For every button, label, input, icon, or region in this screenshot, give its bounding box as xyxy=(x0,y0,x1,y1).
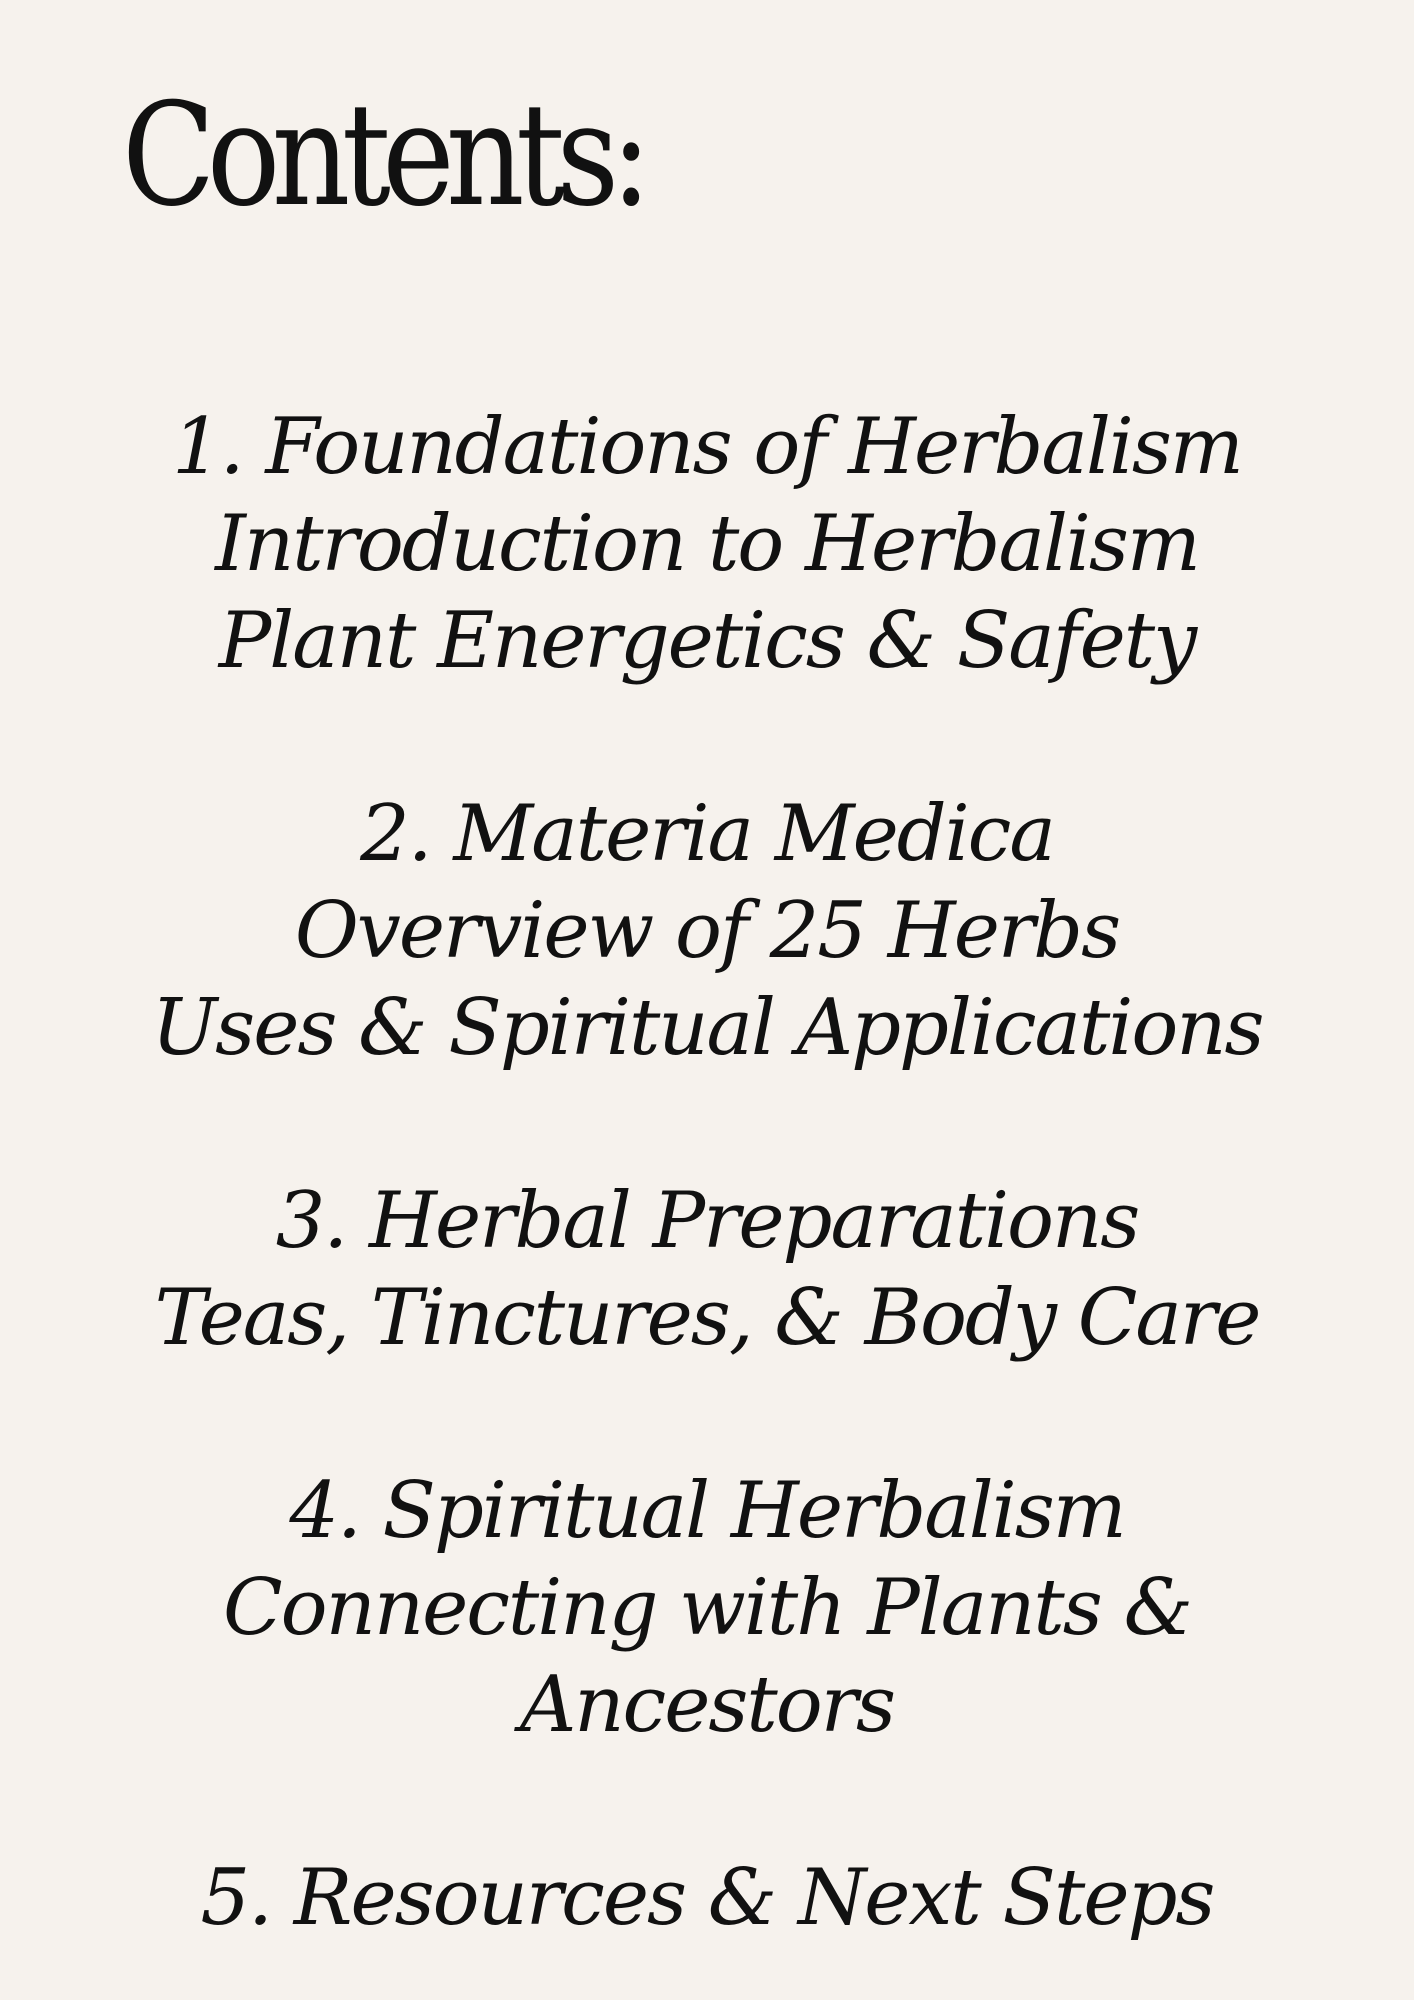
section-5-heading: 5. Resources & Next Steps xyxy=(200,1853,1214,1943)
section-4-item-1: Connecting with Plants & xyxy=(222,1563,1192,1653)
section-1-item-1: Introduction to Herbalism xyxy=(215,499,1199,589)
page-title: Contents: xyxy=(122,73,644,238)
section-4-item-2: Ancestors xyxy=(519,1660,895,1750)
section-2-item-1: Overview of 25 Herbs xyxy=(294,886,1120,976)
section-4-heading: 4. Spiritual Herbalism xyxy=(289,1466,1125,1556)
section-3-item-1: Teas, Tinctures, & Body Care xyxy=(154,1273,1260,1363)
section-2-item-2: Uses & Spiritual Applications xyxy=(151,983,1263,1073)
section-2-heading: 2. Materia Medica xyxy=(360,789,1054,879)
section-1-heading: 1. Foundations of Herbalism xyxy=(172,402,1242,492)
section-1-item-2: Plant Energetics & Safety xyxy=(218,596,1196,686)
section-3-heading: 3. Herbal Preparations xyxy=(275,1176,1139,1266)
